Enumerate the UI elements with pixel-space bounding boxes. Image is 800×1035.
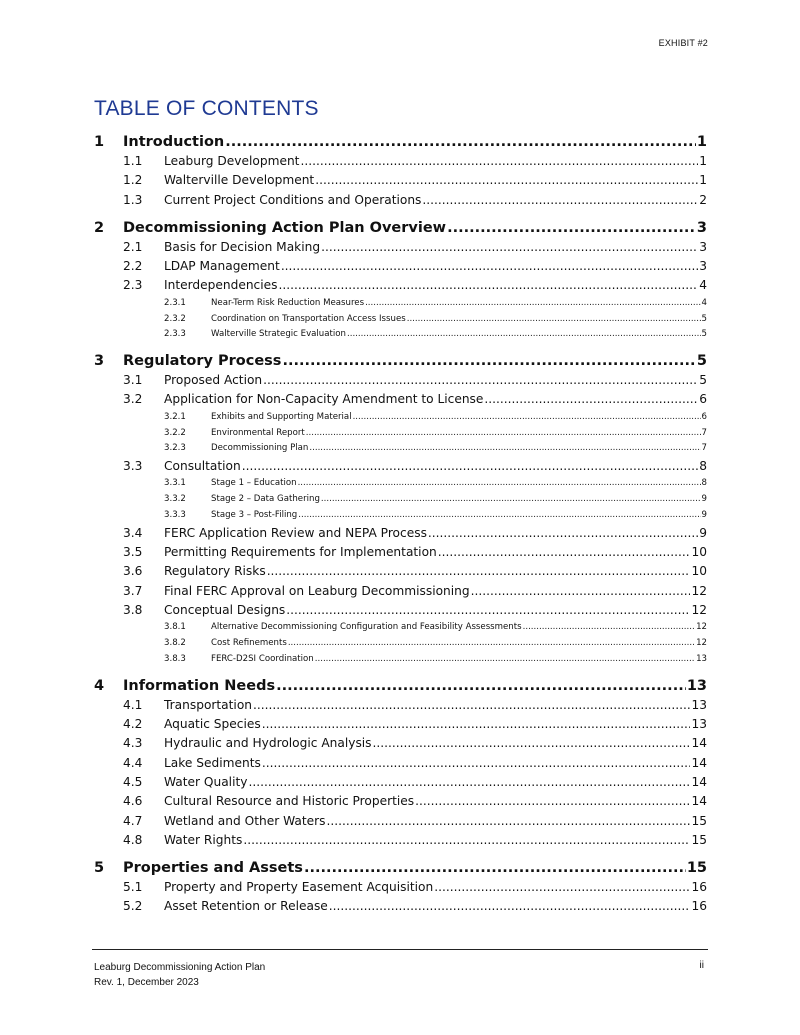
toc-entry-title: Exhibits and Supporting Material [211, 411, 352, 422]
toc-entry-number: 1.1 [123, 154, 143, 168]
toc-dot-leader [262, 715, 691, 734]
toc-entry-page: 16 [691, 880, 707, 895]
toc-entry-page: 9 [699, 525, 707, 540]
footer-divider [92, 949, 708, 950]
toc-dot-leader [471, 582, 691, 601]
toc-entry[interactable] [94, 219, 707, 238]
toc-entry-number: 3.2.1 [164, 411, 186, 422]
toc-entry[interactable] [94, 652, 707, 668]
toc-entry-title: Introduction [123, 134, 225, 150]
toc-dot-leader [347, 327, 701, 343]
toc-dot-leader [329, 897, 691, 916]
toc-dot-leader [263, 371, 698, 390]
toc-entry-title: Permitting Requirements for Implementation [164, 545, 437, 560]
toc-entry-page: 9 [701, 510, 707, 521]
toc-entry-title: Property and Property Easement Acquisition [164, 880, 434, 895]
toc-entry[interactable] [94, 601, 707, 620]
toc-entry-number: 3.3.2 [164, 494, 186, 505]
toc-entry-number: 1 [94, 134, 105, 150]
toc-entry[interactable] [94, 812, 707, 831]
toc-entry-number: 2.2 [123, 259, 143, 274]
toc-entry-title: Environmental Report [211, 427, 305, 438]
toc-entry-page: 3 [699, 239, 707, 254]
toc-entry-number: 3.4 [123, 525, 143, 540]
toc-entry-page: 7 [701, 443, 707, 454]
toc-entry-number: 3.8 [123, 603, 143, 618]
toc-entry-page: 12 [696, 638, 707, 649]
toc-entry-number: 3.8.3 [164, 653, 186, 664]
toc-entry-title: Stage 3 – Post-Filing [211, 510, 298, 521]
toc-dot-leader [278, 276, 698, 295]
toc-entry-number: 4.1 [123, 697, 143, 712]
toc-entry-title: Water Quality [164, 774, 248, 789]
toc-entry[interactable] [94, 441, 707, 457]
toc-entry[interactable] [94, 524, 707, 543]
toc-dot-leader [365, 296, 700, 312]
toc-dot-leader [298, 476, 701, 492]
toc-entry-number: 4.2 [123, 717, 143, 732]
toc-entry[interactable] [94, 152, 707, 171]
toc-dot-leader [438, 543, 691, 562]
toc-dot-leader [288, 636, 695, 652]
toc-entry-title: Near-Term Risk Reduction Measures [211, 297, 365, 308]
toc-entry-title: Wetland and Other Waters [164, 813, 326, 828]
toc-entry[interactable] [94, 897, 707, 916]
toc-entry-page: 1 [699, 173, 707, 188]
toc-entry[interactable] [94, 426, 707, 442]
toc-entry-number: 3.3.3 [164, 510, 186, 521]
toc-entry[interactable] [94, 677, 707, 696]
toc-dot-leader [353, 410, 701, 426]
toc-entry-number: 3.3.1 [164, 478, 186, 489]
toc-entry-title: FERC-D2SI Coordination [211, 653, 314, 664]
toc-entry-page: 13 [686, 677, 707, 694]
toc-dot-leader [415, 792, 690, 811]
exhibit-label: EXHIBIT #2 [658, 38, 708, 48]
toc-entry-title: Stage 2 – Data Gathering [211, 494, 320, 505]
toc-entry-number: 3.2.2 [164, 427, 186, 438]
toc-entry[interactable] [94, 859, 707, 878]
toc-entry-page: 3 [696, 219, 707, 236]
toc-entry[interactable] [94, 792, 707, 811]
toc-entry[interactable] [94, 171, 707, 190]
toc-entry-title: LDAP Management [164, 259, 280, 274]
toc-dot-leader [447, 219, 696, 238]
toc-dot-leader [523, 620, 695, 636]
toc-entry-title: Application for Non-Capacity Amendment to License [164, 392, 484, 407]
toc-entry[interactable] [94, 878, 707, 897]
toc-entry-page: 10 [691, 564, 707, 579]
toc-entry[interactable] [94, 410, 707, 426]
page-title: TABLE OF CONTENTS [94, 97, 319, 120]
toc-entry[interactable] [94, 562, 707, 581]
toc-dot-leader [300, 152, 698, 171]
toc-dot-leader [262, 754, 691, 773]
toc-entry-page: 12 [691, 583, 707, 598]
toc-entry-title: Conceptual Designs [164, 603, 286, 618]
toc-entry[interactable] [94, 696, 707, 715]
toc-entry-number: 2 [94, 219, 105, 236]
toc-entry-page: 2 [699, 192, 707, 207]
toc-entry-number: 4.5 [123, 774, 143, 789]
toc-dot-leader [434, 878, 690, 897]
toc-dot-leader [267, 562, 691, 581]
toc-entry[interactable] [94, 715, 707, 734]
toc-entry[interactable] [94, 371, 707, 390]
toc-dot-leader [298, 508, 700, 524]
toc-entry[interactable] [94, 390, 707, 409]
toc-entry-title: Regulatory Process [123, 353, 282, 370]
footer-text [94, 960, 265, 990]
toc-entry-title: Interdependencies [164, 278, 278, 293]
toc-entry[interactable] [94, 327, 707, 343]
toc-entry[interactable] [94, 773, 707, 792]
toc-dot-leader [309, 441, 700, 457]
toc-dot-leader [276, 677, 686, 696]
toc-dot-leader [281, 257, 698, 276]
toc-entry[interactable] [94, 754, 707, 773]
toc-entry-number: 3.6 [123, 564, 143, 579]
toc-entry-title: Consultation [164, 459, 241, 474]
toc-entry-title: Water Rights [164, 832, 243, 847]
toc-entry-number: 2.3 [123, 278, 143, 293]
toc-dot-leader [304, 859, 686, 878]
toc-entry-page: 4 [701, 297, 707, 308]
toc-entry-page: 14 [691, 755, 707, 770]
toc-dot-leader [428, 524, 698, 543]
toc-entry-page: 5 [701, 313, 707, 324]
toc-dot-leader [286, 601, 690, 620]
toc-dot-leader [242, 457, 698, 476]
toc-entry[interactable] [94, 457, 707, 476]
toc-entry-number: 2.3.3 [164, 329, 186, 340]
toc-entry-number: 2.3.2 [164, 313, 186, 324]
toc-entry-page: 6 [701, 411, 707, 422]
table-of-contents [94, 133, 707, 917]
toc-entry-title: Final FERC Approval on Leaburg Decommissioning [164, 583, 470, 598]
toc-entry[interactable] [94, 352, 707, 371]
toc-entry[interactable] [94, 238, 707, 257]
toc-entry[interactable] [94, 191, 707, 210]
toc-entry-title: Aquatic Species [164, 717, 261, 732]
toc-dot-leader [306, 426, 701, 442]
toc-entry[interactable] [94, 831, 707, 850]
toc-entry-page: 5 [701, 329, 707, 340]
toc-entry-title: Asset Retention or Release [164, 899, 328, 914]
toc-dot-leader [321, 238, 698, 257]
toc-dot-leader [484, 390, 698, 409]
toc-dot-leader [321, 492, 701, 508]
toc-entry-title: Alternative Decommissioning Configuration and Feasibility Assessments [211, 622, 522, 633]
toc-entry-number: 1.3 [123, 192, 143, 207]
toc-entry-page: 10 [691, 545, 707, 560]
toc-entry[interactable] [94, 734, 707, 753]
footer-document-title: Leaburg Decommissioning Action Plan [94, 962, 266, 973]
toc-entry-title: Basis for Decision Making [164, 239, 321, 254]
toc-entry[interactable] [94, 582, 707, 601]
toc-entry-page: 13 [696, 653, 707, 664]
toc-entry[interactable] [94, 476, 707, 492]
toc-dot-leader [373, 734, 691, 753]
toc-dot-leader [315, 652, 695, 668]
toc-entry-number: 3.2 [123, 392, 143, 407]
toc-entry-number: 5.1 [123, 880, 143, 895]
toc-entry-page: 13 [691, 697, 707, 712]
toc-entry-page: 7 [701, 427, 707, 438]
toc-entry-title: Information Needs [123, 677, 276, 694]
toc-entry[interactable] [94, 133, 707, 152]
toc-entry-number: 3.2.3 [164, 443, 186, 454]
toc-entry-title: Transportation [164, 697, 253, 712]
toc-dot-leader [315, 171, 698, 190]
toc-entry-number: 1.2 [123, 173, 143, 188]
toc-entry-title: Lake Sediments [164, 755, 261, 770]
toc-entry-number: 4.4 [123, 755, 143, 770]
toc-entry-page: 13 [691, 717, 707, 732]
toc-entry[interactable] [94, 276, 707, 295]
toc-dot-leader [326, 812, 690, 831]
toc-dot-leader [282, 352, 695, 371]
toc-entry-page: 15 [686, 860, 707, 877]
toc-entry-title: Coordination on Transportation Access Issues [211, 313, 406, 324]
toc-entry-number: 3.8.1 [164, 622, 186, 633]
toc-entry-page: 3 [699, 259, 707, 274]
toc-dot-leader [225, 133, 696, 152]
toc-entry-page: 16 [691, 899, 707, 914]
toc-entry-number: 2.3.1 [164, 297, 186, 308]
toc-entry-page: 12 [691, 603, 707, 618]
toc-entry-title: Proposed Action [164, 373, 263, 388]
toc-entry-number: 5.2 [123, 899, 143, 914]
footer-revision: Rev. 1, December 2023 [94, 977, 199, 988]
toc-dot-leader [407, 312, 701, 328]
toc-entry[interactable] [94, 296, 707, 312]
toc-entry-title: Stage 1 – Education [211, 478, 297, 489]
toc-entry-page: 14 [691, 794, 707, 809]
toc-entry-title: Walterville Strategic Evaluation [211, 329, 346, 340]
toc-entry-number: 3.7 [123, 583, 143, 598]
toc-entry-number: 3.5 [123, 545, 143, 560]
toc-dot-leader [248, 773, 690, 792]
toc-entry-page: 14 [691, 774, 707, 789]
toc-entry-title: Current Project Conditions and Operations [164, 192, 422, 207]
toc-entry-title: Hydraulic and Hydrologic Analysis [164, 736, 372, 751]
toc-entry[interactable] [94, 636, 707, 652]
toc-entry-number: 3 [94, 353, 105, 370]
toc-dot-leader [253, 696, 690, 715]
toc-entry[interactable] [94, 508, 707, 524]
toc-entry-page: 8 [699, 459, 707, 474]
toc-entry-number: 2.1 [123, 239, 143, 254]
toc-entry[interactable] [94, 492, 707, 508]
toc-entry-page: 4 [699, 278, 707, 293]
toc-entry-page: 5 [699, 373, 707, 388]
toc-entry-title: Cultural Resource and Historic Properties [164, 794, 415, 809]
toc-entry-number: 3.3 [123, 459, 143, 474]
toc-entry-page: 15 [691, 832, 707, 847]
toc-entry-title: Cost Refinements [211, 638, 287, 649]
toc-entry-title: Regulatory Risks [164, 564, 266, 579]
toc-entry-page: 8 [701, 478, 707, 489]
toc-entry-number: 4.8 [123, 832, 143, 847]
toc-entry[interactable] [94, 620, 707, 636]
toc-entry-title: Decommissioning Plan [211, 443, 309, 454]
toc-dot-leader [243, 831, 690, 850]
toc-entry-title: FERC Application Review and NEPA Process [164, 525, 427, 540]
toc-entry-number: 3.1 [123, 373, 143, 388]
toc-entry-number: 5 [94, 860, 105, 877]
toc-entry-number: 4 [94, 677, 105, 694]
toc-entry-page: 9 [701, 494, 707, 505]
toc-entry[interactable] [94, 543, 707, 562]
toc-entry[interactable] [94, 312, 707, 328]
footer-page-number: ii [699, 960, 704, 971]
toc-entry-title: Leaburg Development [164, 154, 300, 168]
toc-entry-page: 6 [699, 392, 707, 407]
toc-entry-title: Walterville Development [164, 173, 315, 188]
toc-entry-number: 4.3 [123, 736, 143, 751]
toc-entry-page: 15 [691, 813, 707, 828]
toc-entry-page: 1 [699, 154, 707, 168]
toc-entry-page: 14 [691, 736, 707, 751]
toc-entry-page: 12 [696, 622, 707, 633]
toc-entry-page: 1 [696, 134, 707, 150]
toc-entry[interactable] [94, 257, 707, 276]
toc-entry-number: 4.7 [123, 813, 143, 828]
toc-entry-number: 3.8.2 [164, 638, 186, 649]
toc-entry-number: 4.6 [123, 794, 143, 809]
toc-entry-title: Properties and Assets [123, 860, 303, 877]
toc-entry-title: Decommissioning Action Plan Overview [123, 219, 447, 236]
toc-entry-page: 5 [696, 353, 707, 370]
toc-dot-leader [422, 191, 698, 210]
